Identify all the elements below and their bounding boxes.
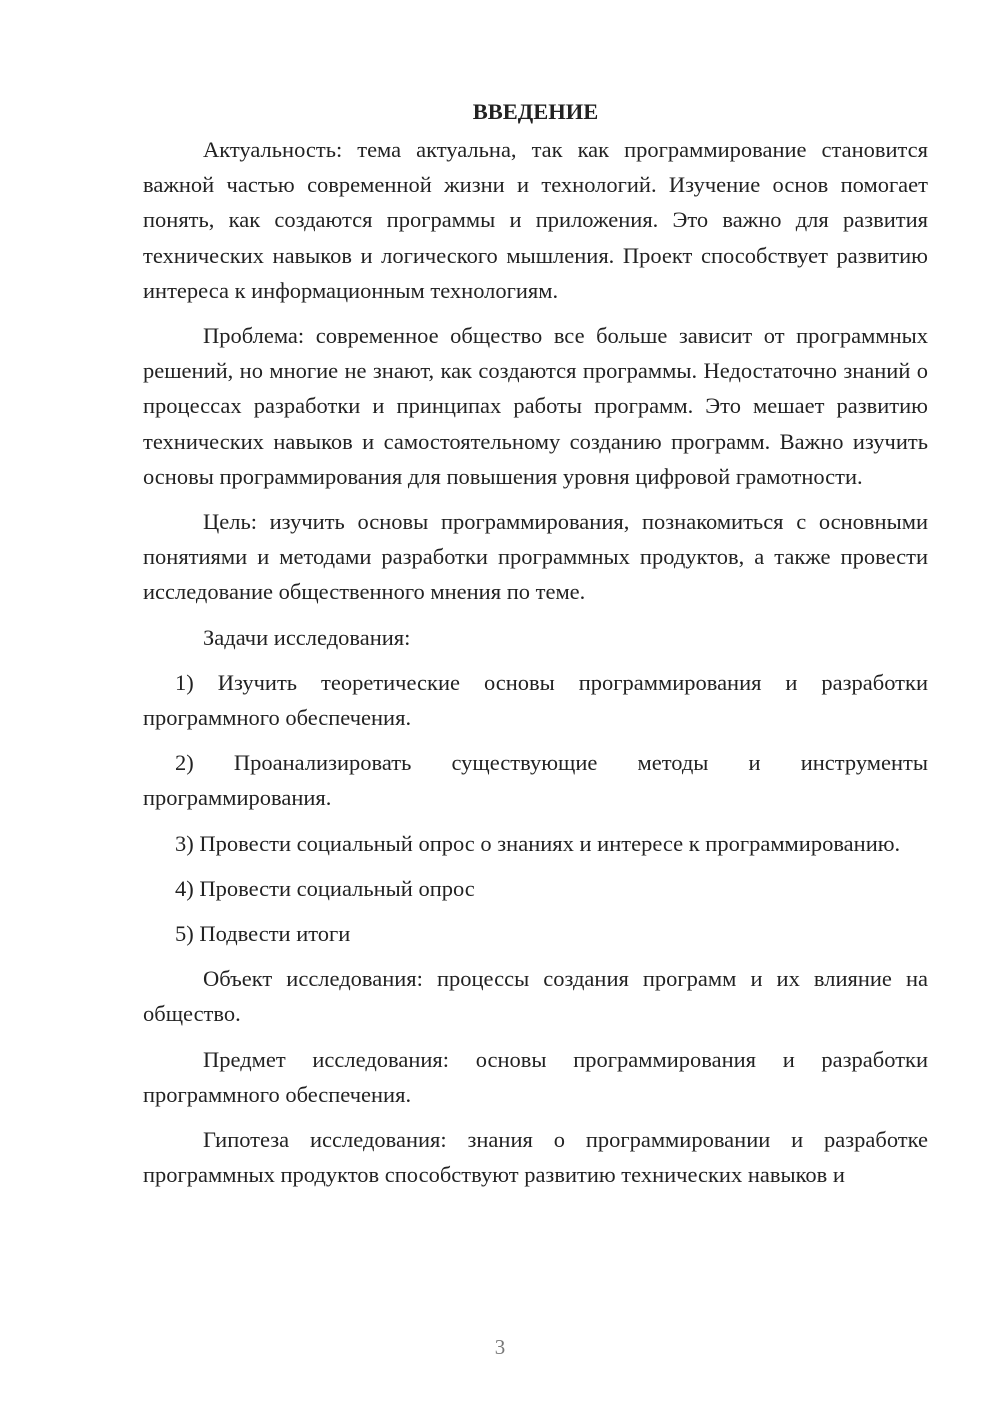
task-item-3: 3) Провести социальный опрос о знаниях и интересе к программированию.: [175, 830, 901, 856]
document-body: [143, 94, 928, 1202]
task-item-2: 2) Проанализировать существующие методы и инструменты программирования.: [143, 750, 928, 811]
task-item-5: 5) Подвести итоги: [175, 921, 351, 947]
tasks-heading: Задачи исследования:: [203, 624, 411, 650]
object-paragraph: Объект исследования: процессы создания программ и их влияние на общество.: [143, 966, 928, 1027]
goal-paragraph: Цель: изучить основы программирования, познакомиться с основными понятиями и методами разработки программных продуктов, а также провести исследование общественного мнения по теме.: [143, 509, 928, 605]
task-item-4: 4) Провести социальный опрос: [175, 875, 475, 901]
relevance-paragraph: Актуальность: тема актуальна, так как программирование становится важной частью современной жизни и технологий. Изучение основ помогает понять, как создаются программы и приложения. Это важно для развития технических навыков и логического мышления. Проект способствует развитию интереса к информационным технологиям.: [143, 137, 928, 303]
hypothesis-paragraph: Гипотеза исследования: знания о программировании и разработке программных продуктов способствуют развитию технических навыков и: [143, 1127, 928, 1188]
problem-paragraph: Проблема: современное общество все больше зависит от программных решений, но многие не знают, как создаются программы. Недостаточно знаний о процессах разработки и принципах работы программ. Это мешает развитию технических навыков и самостоятельному созданию программ. Важно изучить основы программирования для повышения уровня цифровой грамотности.: [143, 323, 928, 489]
task-item-1: 1) Изучить теоретические основы программирования и разработки программного обеспечения.: [143, 669, 928, 731]
section-heading: ВВЕДЕНИЕ: [472, 99, 599, 124]
page-number: 3: [494, 1335, 506, 1359]
subject-paragraph: Предмет исследования: основы программирования и разработки программного обеспечения.: [143, 1046, 928, 1107]
